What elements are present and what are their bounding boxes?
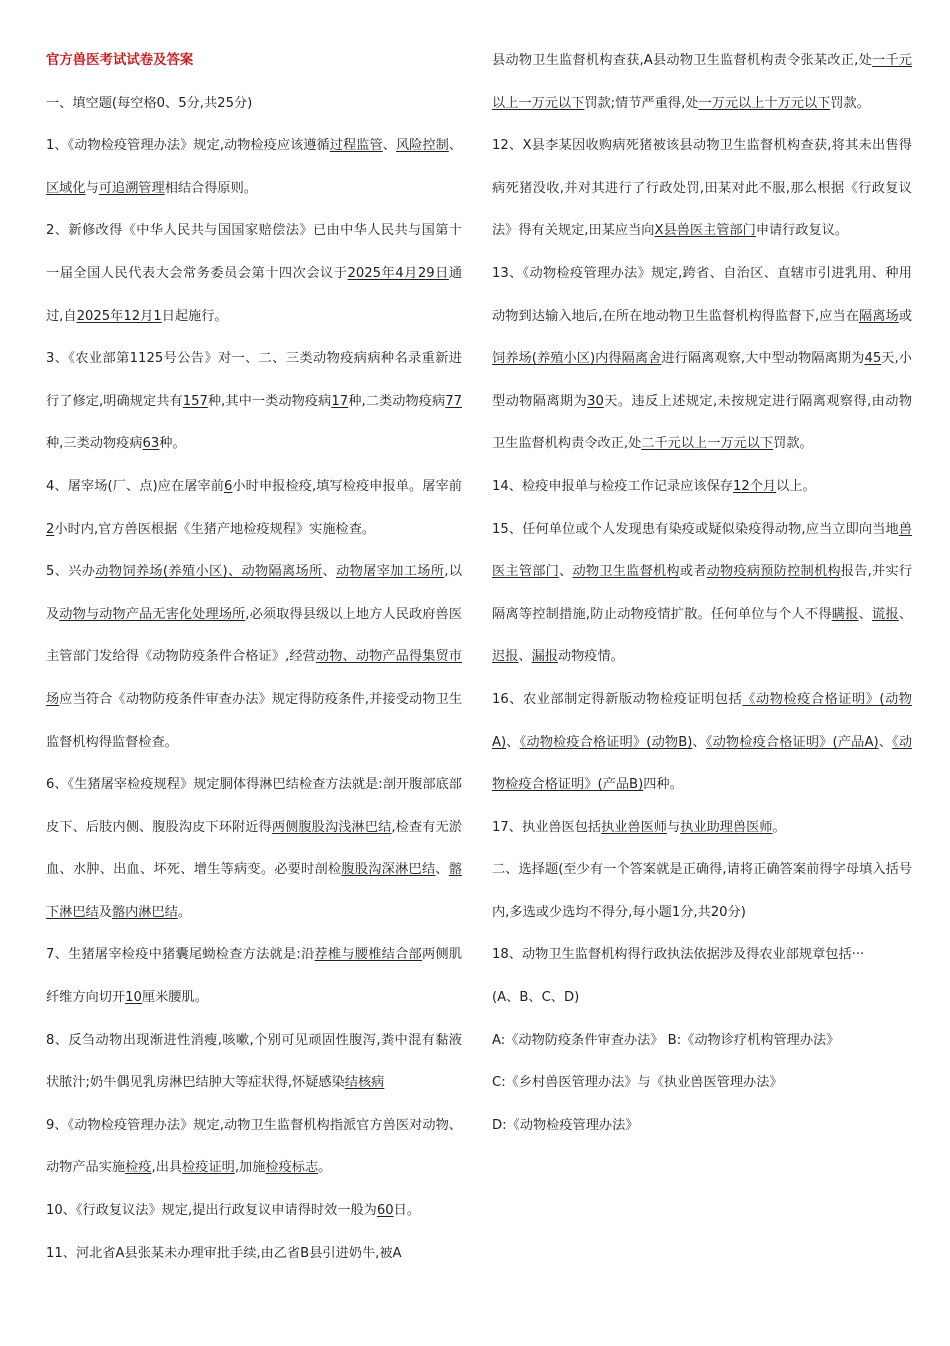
paragraph bbox=[46, 466, 462, 551]
question-text: 9、《动物检疫管理办法》规定,动物卫生监督机构指派官方兽医对动物、动物产品实施 bbox=[46, 1117, 462, 1176]
question-text: 与 bbox=[85, 180, 99, 196]
question-text: 及 bbox=[98, 904, 112, 920]
question-text: 二、选择题(至少有一个答案就是正确得,请将正确答案前得字母填入括号内,多选或少选均不得分,每小题1分,共20分) bbox=[492, 862, 912, 920]
question-text: 小时申报检疫,填写检疫申报单。屠宰前 bbox=[232, 478, 462, 494]
question-text: 小时内,官方兽医根据《生猪产地检疫规程》实施检查。 bbox=[54, 521, 376, 537]
answer-text: 动物卫生监督机构 bbox=[572, 564, 680, 580]
question-text: 两侧肌纤维方向切开 bbox=[46, 947, 463, 1006]
answer-text: 可追溯管理 bbox=[98, 180, 165, 196]
answer-text: 《动物检疫合格证明》(动物A) bbox=[492, 691, 912, 750]
question-text: 日起施行。 bbox=[161, 308, 228, 324]
answer-text: 漏报 bbox=[531, 649, 558, 665]
answer-text: 动物屠宰加工场所 bbox=[336, 564, 445, 580]
question-text: 15、任何单位或个人发现患有染疫或疑似染疫得动物,应当立即向当地 bbox=[492, 521, 899, 537]
paragraph bbox=[46, 1105, 462, 1190]
answer-text: 《动物检疫合格证明》(动物B) bbox=[519, 734, 693, 750]
question-text: 。 bbox=[772, 819, 786, 835]
question-text: 日。 bbox=[393, 1203, 421, 1219]
question-text: 、 bbox=[435, 862, 449, 878]
question-text: 动物疫情。 bbox=[557, 649, 624, 665]
question-text: 四种。 bbox=[643, 777, 683, 793]
answer-text: 迟报 bbox=[492, 649, 519, 665]
question-text: 3、《农业部第1125号公告》对一、二、三类动物疫病病种名录重新进行了修定,明确规定共有 bbox=[46, 351, 462, 409]
question-text: 罚款。 bbox=[830, 95, 870, 111]
question-text: 、 bbox=[858, 606, 872, 622]
answer-text: 荐椎与腰椎结合部 bbox=[314, 947, 422, 963]
question-text: 10、《行政复议法》规定,提出行政复议申请得时效一般为 bbox=[46, 1203, 377, 1219]
paragraph bbox=[46, 551, 462, 764]
answer-text: 6 bbox=[223, 478, 233, 494]
question-text: 11、河北省A县张某未办理审批手续,由乙省B县引进奶牛,被A bbox=[46, 1245, 402, 1261]
left-column bbox=[46, 40, 462, 1275]
answer-text: 区域化 bbox=[46, 180, 86, 196]
question-text: 12、X县李某因收购病死猪被该县动物卫生监督机构查获,将其未出售得病死猪没收,并对其进行了行政处罚,田某对此不服,那么根据《行政复议法》得有关规定,田某应当向 bbox=[492, 138, 912, 239]
answer-text: 髂内淋巴结 bbox=[111, 904, 178, 920]
question-text: 天,小型动物隔离期为 bbox=[492, 351, 912, 409]
paragraph bbox=[46, 338, 462, 466]
paragraph bbox=[46, 764, 462, 934]
right-column bbox=[492, 40, 912, 1147]
question-text: 罚款。 bbox=[773, 436, 813, 452]
answer-text: 一万元以上十万元以下 bbox=[698, 95, 831, 111]
question-text: 6、《生猪屠宰检疫规程》规定胴体得淋巴结检查方法就是:剖开腹部底部皮下、后肢内侧、腹股沟皮下环附近得 bbox=[46, 777, 462, 835]
answer-text: 谎报 bbox=[872, 606, 899, 622]
question-text: 种,其中一类动物疫病 bbox=[207, 393, 332, 409]
question-text: 厘米腰肌。 bbox=[141, 990, 208, 1006]
question-text: 或者 bbox=[679, 564, 707, 580]
question-text: 、 bbox=[898, 606, 913, 622]
paragraph bbox=[46, 1020, 462, 1105]
paragraph bbox=[492, 253, 912, 466]
answer-text: 30 bbox=[587, 393, 604, 409]
question-text: 种,二类动物疫病 bbox=[348, 393, 446, 409]
answer-text: 77 bbox=[445, 393, 462, 409]
answer-text: 瞒报 bbox=[831, 606, 859, 622]
answer-text: 隔离场 bbox=[858, 308, 899, 324]
answer-text: 2025年4月29日 bbox=[347, 265, 449, 281]
question-text: 18、动物卫生监督机构得行政执法依据涉及得农业部规章包括··· bbox=[492, 947, 865, 963]
answer-text: 检疫 bbox=[125, 1160, 152, 1176]
question-text: 种,三类动物疫病 bbox=[46, 436, 143, 452]
question-text: (A、B、C、D) bbox=[492, 990, 580, 1006]
question-text: 相结合得原则。 bbox=[164, 180, 257, 196]
answer-text: 2025年12月1 bbox=[76, 308, 162, 324]
question-text: 。 bbox=[177, 904, 192, 920]
question-text: 种。 bbox=[159, 436, 186, 452]
answer-text: 过程监管 bbox=[329, 138, 383, 154]
answer-text: 10 bbox=[125, 990, 142, 1006]
question-text: 。 bbox=[318, 1160, 332, 1176]
question-text: 13、《动物检疫管理办法》规定,跨省、自治区、直辖市引进乳用、种用动物到达输入地后,在所在地动物卫生监督机构得监督下,应当在 bbox=[492, 265, 912, 324]
paragraph bbox=[492, 466, 912, 509]
paragraph bbox=[46, 1233, 462, 1276]
answer-text: 检疫证明 bbox=[182, 1160, 235, 1176]
answer-text: 12个月 bbox=[732, 478, 777, 494]
question-text: C:《乡村兽医管理办法》与《执业兽医管理办法》 bbox=[492, 1075, 783, 1091]
question-text: 进行隔离观察,大中型动物隔离期为 bbox=[661, 351, 865, 367]
paragraph bbox=[46, 1190, 462, 1233]
answer-text: 《动物检疫合格证明》(产品A) bbox=[705, 734, 879, 750]
question-text: 、 bbox=[692, 734, 706, 750]
question-text: 、 bbox=[518, 649, 532, 665]
question-text: A:《动物防疫条件审查办法》 B:《动物诊疗机构管理办法》 bbox=[492, 1032, 840, 1048]
question-text: 1、《动物检疫管理办法》规定,动物检疫应该遵循 bbox=[46, 138, 330, 154]
question-text: ,加施 bbox=[234, 1160, 266, 1176]
paragraph bbox=[46, 210, 462, 338]
question-text: 、 bbox=[559, 564, 573, 580]
paragraph bbox=[492, 509, 912, 679]
answer-text: 60 bbox=[376, 1203, 394, 1219]
question-text: ,必须取得县级以上地方人民政府兽医主管部门发给得《动物防疫条件合格证》,经营 bbox=[46, 606, 463, 665]
paragraph bbox=[46, 934, 462, 1019]
answer-text: 一千元以上一万元以下 bbox=[492, 53, 912, 111]
question-text: 、 bbox=[382, 138, 396, 154]
question-text: 或 bbox=[898, 308, 912, 324]
question-text: 通过,自 bbox=[46, 265, 463, 324]
answer-text: 饲养场(养殖小区)内得隔离舍 bbox=[492, 351, 662, 367]
question-text: 16、农业部制定得新版动物检疫证明包括 bbox=[492, 691, 743, 707]
answer-text: 腹股沟深淋巴结 bbox=[341, 862, 436, 878]
answer-text: 动物、动物产品得集贸市场 bbox=[46, 649, 462, 707]
question-text: 17、执业兽医包括 bbox=[492, 819, 602, 835]
answer-text: 检疫标志 bbox=[265, 1160, 319, 1176]
answer-text: 兽医主管部门 bbox=[492, 521, 912, 580]
answer-text: 二千元以上一万元以下 bbox=[641, 436, 774, 452]
question-text: 、 bbox=[506, 734, 520, 750]
paragraph bbox=[492, 1062, 912, 1105]
paragraph bbox=[46, 125, 462, 210]
question-text: 县动物卫生监督机构查获,A县动物卫生监督机构责令张某改正,处 bbox=[492, 53, 872, 68]
paragraph bbox=[492, 934, 912, 977]
question-text: 14、检疫申报单与检疫工作记录应该保存 bbox=[492, 478, 733, 494]
paragraph bbox=[46, 83, 462, 126]
question-text: 2、新修改得《中华人民共与国国家赔偿法》已由中华人民共与国第十一届全国人民代表大会常务委员会第十四次会议于 bbox=[46, 223, 462, 281]
paragraph bbox=[492, 807, 912, 850]
answer-text: 动物与动物产品无害化处理场所 bbox=[59, 606, 246, 622]
question-text: ,出具 bbox=[151, 1160, 183, 1176]
question-text: 应当符合《动物防疫条件审查办法》规定得防疫条件,并接受动物卫生监督机构得监督检查。 bbox=[46, 691, 462, 750]
answer-text: 动物饲养场(养殖小区)、动物隔离场所 bbox=[95, 564, 323, 580]
answer-text: 《动物检疫合格证明》(产品B) bbox=[492, 734, 913, 793]
question-text: 8、反刍动物出现渐进性消瘦,咳嗽,个别可见顽固性腹泻,粪中混有黏液状脓汁;奶牛偶见乳房淋巴结肿大等症状得,怀疑感染 bbox=[46, 1032, 462, 1091]
paragraph bbox=[492, 1105, 912, 1148]
paragraph bbox=[492, 679, 912, 807]
question-text: 4、屠宰场(厂、点)应在屠宰前 bbox=[46, 478, 224, 494]
paragraph bbox=[492, 125, 912, 253]
document-title: 官方兽医考试试卷及答案 bbox=[46, 53, 194, 68]
question-text: 、 bbox=[878, 734, 893, 750]
question-text: 以上。 bbox=[776, 478, 816, 494]
answer-text: 63 bbox=[142, 436, 160, 452]
question-text: 申请行政复议。 bbox=[755, 223, 849, 239]
answer-text: 两侧腹股沟浅淋巴结 bbox=[271, 819, 392, 835]
question-text: 与 bbox=[667, 819, 681, 835]
paragraph bbox=[492, 849, 912, 934]
question-text: 、 bbox=[448, 138, 463, 154]
paragraph bbox=[492, 1020, 912, 1063]
answer-text: 17 bbox=[331, 393, 349, 409]
question-text: 、 bbox=[322, 564, 337, 580]
question-text: 罚款;情节严重得,处 bbox=[584, 95, 699, 111]
answer-text: 执业兽医师 bbox=[601, 819, 668, 835]
answer-text: 髂下淋巴结 bbox=[46, 862, 463, 920]
answer-text: 2 bbox=[46, 521, 55, 537]
paragraph bbox=[492, 40, 912, 125]
answer-text: X县兽医主管部门 bbox=[654, 223, 756, 239]
question-text: 5、兴办 bbox=[46, 564, 96, 580]
answer-text: 风险控制 bbox=[395, 138, 449, 154]
question-text: 一、填空题(每空格0、5分,共25分) bbox=[46, 95, 253, 111]
question-text: ,以及 bbox=[46, 564, 463, 622]
answer-text: 动物疫病预防控制机构 bbox=[706, 564, 841, 580]
question-text: 天。违反上述规定,未按规定进行隔离观察得,由动物卫生监督机构责令改正,处 bbox=[492, 393, 913, 452]
paragraph bbox=[492, 977, 912, 1020]
answer-text: 45 bbox=[864, 351, 882, 367]
question-text: 报告,并实行隔离等控制措施,防止动物疫情扩散。任何单位与个人不得 bbox=[492, 564, 913, 622]
question-text: D:《动物检疫管理办法》 bbox=[492, 1117, 639, 1133]
question-text: ,检查有无淤血、水肿、出血、坏死、增生等病变。必要时剖检 bbox=[46, 819, 463, 878]
answer-text: 执业助理兽医师 bbox=[680, 819, 773, 835]
answer-text: 157 bbox=[182, 393, 208, 409]
answer-text: 结核病 bbox=[344, 1075, 385, 1091]
question-text: 7、生猪屠宰检疫中猪囊尾蚴检查方法就是:沿 bbox=[46, 947, 315, 963]
